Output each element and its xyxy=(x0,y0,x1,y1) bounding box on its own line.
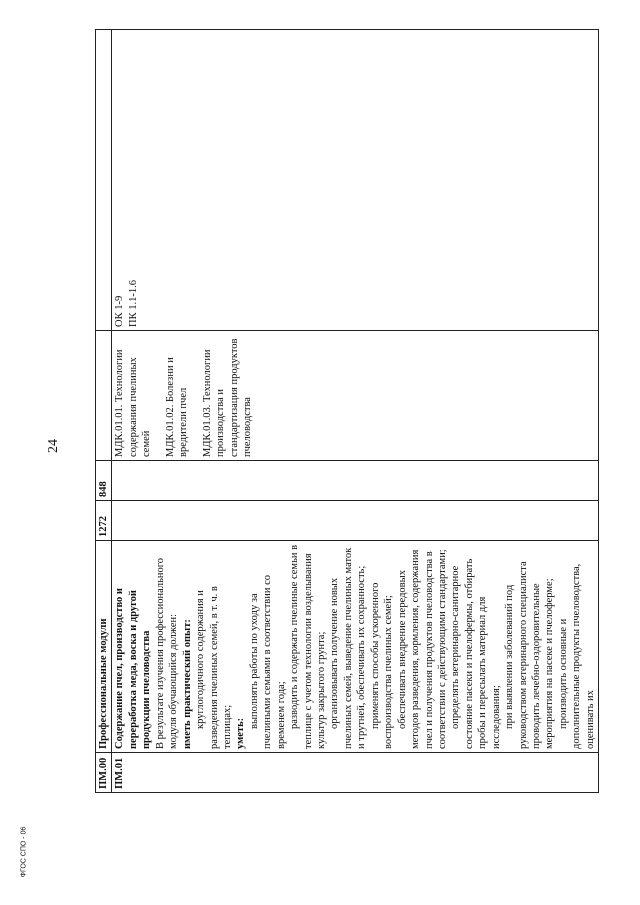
skills-label: уметь: xyxy=(235,717,247,749)
module-intro: В результате изучения профессионального модуля обучающийся должен: xyxy=(154,557,180,749)
skill-item: разводить и содержать пчелиные семьи в теплице с учетом технологии возделывания культур закрытого грунта; xyxy=(289,544,327,749)
skill-item: обеспечивать внедрение передовых методов разведения, кормления, содержания пчел и получения продуктов пчеловодства в соответствии с действующими стандартами; xyxy=(396,549,448,749)
skill-item: производить основные и дополнительные продукты пчеловодства, оценивать их xyxy=(557,563,596,749)
header-competencies xyxy=(96,30,112,331)
table-row xyxy=(112,30,599,793)
competency-item: ОК 1-9 xyxy=(114,295,126,327)
skill-item: применять способы ускоренного воспроизводства пчелиных семей; xyxy=(369,582,395,749)
skill-item: определять ветеринарно-санитарное состояние пасеки и пчелофермы, отбирать пробы и пересылать материал для исследования; xyxy=(450,558,502,749)
module-description-cell xyxy=(112,541,599,753)
header-hours-max: 1272 xyxy=(96,501,112,541)
header-code: ПМ.00 xyxy=(96,753,112,793)
hours-required-cell xyxy=(112,461,599,501)
header-mdk xyxy=(96,331,112,461)
mdk-cell xyxy=(112,331,599,461)
mdk-item: МДК.01.02. Болезни и вредители пчел xyxy=(164,357,190,457)
competency-item: ПК 1.1-1.6 xyxy=(127,280,139,327)
module-title: Содержание пчел, производство и переработка меда, воска и другой продукции пчеловодства xyxy=(114,588,153,749)
hours-max-cell xyxy=(112,501,599,541)
skill-item: выполнять работы по уходу за пчелиными семьями в соответствии со временем года; xyxy=(248,574,287,749)
curriculum-table xyxy=(95,29,599,793)
competencies-cell xyxy=(112,30,599,331)
mdk-item: МДК.01.03. Технологии производства и стандартизация продуктов пчеловодства xyxy=(201,338,253,457)
page-number: 24 xyxy=(46,439,61,453)
header-title: Профессиональные модули xyxy=(96,541,112,753)
rotated-table-container xyxy=(95,30,596,793)
module-code: ПМ.01 xyxy=(112,753,599,793)
header-hours-required: 848 xyxy=(96,461,112,501)
skill-item: организовывать получение новых пчелиных семей, выведение пчелиных маток и трутней, обеспечивать их сохранность; xyxy=(329,547,368,749)
mdk-item: МДК.01.01. Технологии содержания пчелиных семей xyxy=(114,349,153,457)
document-footer: ФГОС СПО - 06 xyxy=(20,826,28,878)
experience-item: круглогодичного содержания и разведения пчелиных семей, в т. ч. в теплицах; xyxy=(195,586,233,749)
table-header-row xyxy=(96,30,112,793)
experience-label: иметь практический опыт: xyxy=(181,619,193,749)
skill-item: при выявлении заболеваний под руководством ветеринарного специалиста проводить лечебно-оздоровительные мероприятия на пасеке и пчелоферме; xyxy=(504,561,556,749)
